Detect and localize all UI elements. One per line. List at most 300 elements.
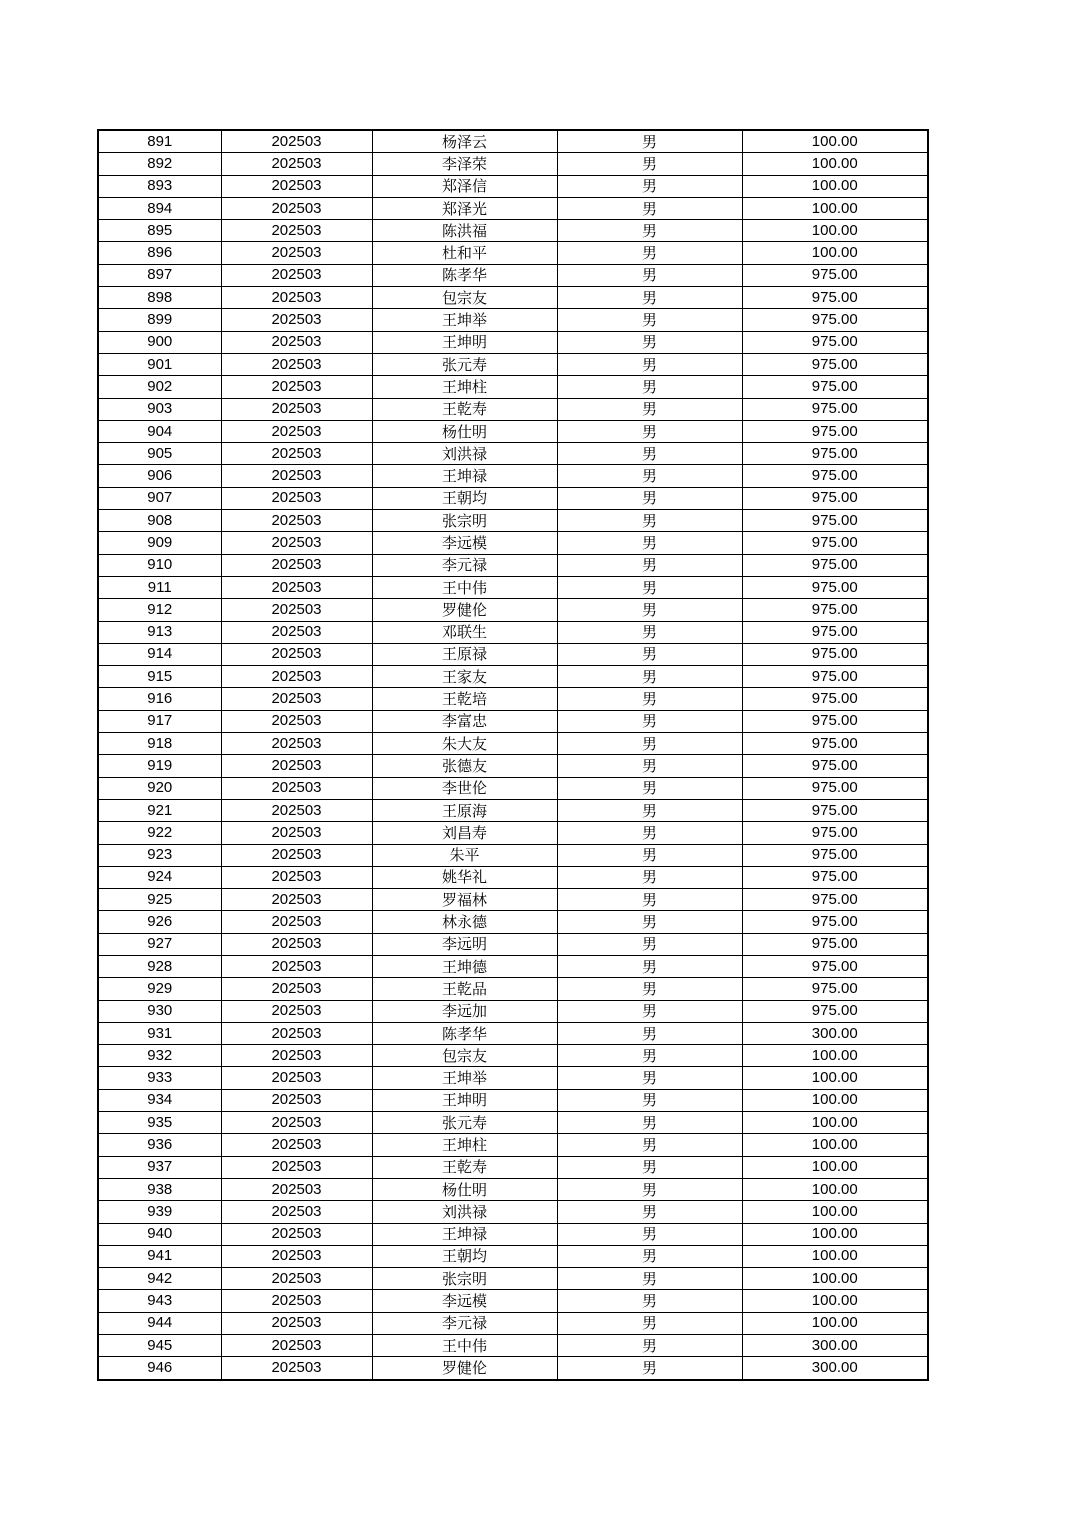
gender-cell: 男 — [557, 733, 742, 755]
row-number-cell: 946 — [98, 1357, 221, 1380]
gender-cell: 男 — [557, 844, 742, 866]
amount-cell: 975.00 — [742, 844, 928, 866]
row-number-cell: 933 — [98, 1067, 221, 1089]
name-cell: 朱平 — [372, 844, 557, 866]
name-cell: 陈孝华 — [372, 1022, 557, 1044]
row-number-cell: 917 — [98, 710, 221, 732]
table-row — [98, 844, 928, 866]
name-cell: 王朝均 — [372, 487, 557, 509]
period-cell: 202503 — [221, 933, 372, 955]
gender-cell: 男 — [557, 398, 742, 420]
row-number-cell: 937 — [98, 1156, 221, 1178]
row-number-cell: 924 — [98, 866, 221, 888]
gender-cell: 男 — [557, 599, 742, 621]
gender-cell: 男 — [557, 1067, 742, 1089]
name-cell: 杨泽云 — [372, 130, 557, 153]
name-cell: 包宗友 — [372, 287, 557, 309]
name-cell: 王家友 — [372, 666, 557, 688]
table-row — [98, 1201, 928, 1223]
amount-cell: 975.00 — [742, 353, 928, 375]
table-row — [98, 576, 928, 598]
gender-cell: 男 — [557, 443, 742, 465]
table-row — [98, 666, 928, 688]
table-row — [98, 175, 928, 197]
row-number-cell: 907 — [98, 487, 221, 509]
period-cell: 202503 — [221, 443, 372, 465]
row-number-cell: 900 — [98, 331, 221, 353]
gender-cell: 男 — [557, 933, 742, 955]
table-row — [98, 1112, 928, 1134]
gender-cell: 男 — [557, 309, 742, 331]
gender-cell: 男 — [557, 353, 742, 375]
row-number-cell: 926 — [98, 911, 221, 933]
row-number-cell: 942 — [98, 1268, 221, 1290]
row-number-cell: 893 — [98, 175, 221, 197]
name-cell: 林永德 — [372, 911, 557, 933]
name-cell: 罗健伦 — [372, 1357, 557, 1380]
gender-cell: 男 — [557, 420, 742, 442]
name-cell: 李泽荣 — [372, 153, 557, 175]
period-cell: 202503 — [221, 599, 372, 621]
row-number-cell: 925 — [98, 889, 221, 911]
table-row — [98, 1000, 928, 1022]
amount-cell: 100.00 — [742, 1067, 928, 1089]
amount-cell: 975.00 — [742, 666, 928, 688]
amount-cell: 975.00 — [742, 777, 928, 799]
gender-cell: 男 — [557, 978, 742, 1000]
amount-cell: 100.00 — [742, 1223, 928, 1245]
period-cell: 202503 — [221, 1022, 372, 1044]
row-number-cell: 899 — [98, 309, 221, 331]
period-cell: 202503 — [221, 799, 372, 821]
period-cell: 202503 — [221, 264, 372, 286]
name-cell: 李远模 — [372, 532, 557, 554]
amount-cell: 975.00 — [742, 576, 928, 598]
gender-cell: 男 — [557, 1112, 742, 1134]
amount-cell: 975.00 — [742, 822, 928, 844]
name-cell: 邓联生 — [372, 621, 557, 643]
table-row — [98, 510, 928, 532]
period-cell: 202503 — [221, 1089, 372, 1111]
name-cell: 刘洪禄 — [372, 443, 557, 465]
name-cell: 朱大友 — [372, 733, 557, 755]
gender-cell: 男 — [557, 220, 742, 242]
name-cell: 王中伟 — [372, 1335, 557, 1357]
row-number-cell: 927 — [98, 933, 221, 955]
row-number-cell: 915 — [98, 666, 221, 688]
table-row — [98, 1312, 928, 1334]
period-cell: 202503 — [221, 844, 372, 866]
gender-cell: 男 — [557, 621, 742, 643]
name-cell: 王坤禄 — [372, 465, 557, 487]
name-cell: 李世伦 — [372, 777, 557, 799]
name-cell: 张宗明 — [372, 1268, 557, 1290]
table-row — [98, 1290, 928, 1312]
amount-cell: 100.00 — [742, 1201, 928, 1223]
amount-cell: 975.00 — [742, 309, 928, 331]
row-number-cell: 918 — [98, 733, 221, 755]
gender-cell: 男 — [557, 130, 742, 153]
name-cell: 张宗明 — [372, 510, 557, 532]
name-cell: 王乾培 — [372, 688, 557, 710]
row-number-cell: 912 — [98, 599, 221, 621]
amount-cell: 975.00 — [742, 287, 928, 309]
amount-cell: 100.00 — [742, 1089, 928, 1111]
row-number-cell: 895 — [98, 220, 221, 242]
table-row — [98, 331, 928, 353]
row-number-cell: 913 — [98, 621, 221, 643]
gender-cell: 男 — [557, 1357, 742, 1380]
data-table — [97, 129, 929, 1381]
name-cell: 李远加 — [372, 1000, 557, 1022]
gender-cell: 男 — [557, 1089, 742, 1111]
row-number-cell: 941 — [98, 1245, 221, 1267]
name-cell: 郑泽信 — [372, 175, 557, 197]
table-row — [98, 1357, 928, 1380]
name-cell: 包宗友 — [372, 1045, 557, 1067]
name-cell: 李富忠 — [372, 710, 557, 732]
row-number-cell: 939 — [98, 1201, 221, 1223]
name-cell: 王乾品 — [372, 978, 557, 1000]
amount-cell: 975.00 — [742, 710, 928, 732]
period-cell: 202503 — [221, 1134, 372, 1156]
gender-cell: 男 — [557, 287, 742, 309]
table-row — [98, 420, 928, 442]
row-number-cell: 898 — [98, 287, 221, 309]
period-cell: 202503 — [221, 1156, 372, 1178]
amount-cell: 975.00 — [742, 621, 928, 643]
table-row — [98, 287, 928, 309]
table-row — [98, 688, 928, 710]
amount-cell: 100.00 — [742, 220, 928, 242]
period-cell: 202503 — [221, 242, 372, 264]
gender-cell: 男 — [557, 1045, 742, 1067]
gender-cell: 男 — [557, 822, 742, 844]
name-cell: 王朝均 — [372, 1245, 557, 1267]
name-cell: 王乾寿 — [372, 398, 557, 420]
gender-cell: 男 — [557, 710, 742, 732]
row-number-cell: 920 — [98, 777, 221, 799]
amount-cell: 975.00 — [742, 554, 928, 576]
period-cell: 202503 — [221, 666, 372, 688]
period-cell: 202503 — [221, 755, 372, 777]
gender-cell: 男 — [557, 1312, 742, 1334]
period-cell: 202503 — [221, 889, 372, 911]
period-cell: 202503 — [221, 309, 372, 331]
amount-cell: 975.00 — [742, 398, 928, 420]
amount-cell: 100.00 — [742, 1178, 928, 1200]
name-cell: 李元禄 — [372, 1312, 557, 1334]
gender-cell: 男 — [557, 1335, 742, 1357]
name-cell: 李元禄 — [372, 554, 557, 576]
gender-cell: 男 — [557, 889, 742, 911]
period-cell: 202503 — [221, 465, 372, 487]
gender-cell: 男 — [557, 911, 742, 933]
row-number-cell: 934 — [98, 1089, 221, 1111]
period-cell: 202503 — [221, 777, 372, 799]
row-number-cell: 901 — [98, 353, 221, 375]
table-row — [98, 376, 928, 398]
table-row — [98, 1268, 928, 1290]
table-row — [98, 1178, 928, 1200]
table-row — [98, 554, 928, 576]
amount-cell: 975.00 — [742, 1000, 928, 1022]
row-number-cell: 931 — [98, 1022, 221, 1044]
amount-cell: 300.00 — [742, 1335, 928, 1357]
gender-cell: 男 — [557, 510, 742, 532]
name-cell: 王坤柱 — [372, 1134, 557, 1156]
amount-cell: 975.00 — [742, 420, 928, 442]
name-cell: 王坤明 — [372, 1089, 557, 1111]
period-cell: 202503 — [221, 1000, 372, 1022]
amount-cell: 975.00 — [742, 733, 928, 755]
period-cell: 202503 — [221, 822, 372, 844]
table-row — [98, 733, 928, 755]
amount-cell: 100.00 — [742, 175, 928, 197]
row-number-cell: 921 — [98, 799, 221, 821]
period-cell: 202503 — [221, 1312, 372, 1334]
row-number-cell: 945 — [98, 1335, 221, 1357]
amount-cell: 975.00 — [742, 487, 928, 509]
period-cell: 202503 — [221, 866, 372, 888]
amount-cell: 100.00 — [742, 1134, 928, 1156]
row-number-cell: 909 — [98, 532, 221, 554]
amount-cell: 975.00 — [742, 643, 928, 665]
period-cell: 202503 — [221, 1178, 372, 1200]
table-row — [98, 889, 928, 911]
period-cell: 202503 — [221, 1268, 372, 1290]
gender-cell: 男 — [557, 487, 742, 509]
amount-cell: 975.00 — [742, 688, 928, 710]
name-cell: 陈洪福 — [372, 220, 557, 242]
period-cell: 202503 — [221, 621, 372, 643]
amount-cell: 975.00 — [742, 911, 928, 933]
table-row — [98, 755, 928, 777]
period-cell: 202503 — [221, 1112, 372, 1134]
row-number-cell: 922 — [98, 822, 221, 844]
row-number-cell: 904 — [98, 420, 221, 442]
table-row — [98, 153, 928, 175]
period-cell: 202503 — [221, 576, 372, 598]
amount-cell: 975.00 — [742, 866, 928, 888]
gender-cell: 男 — [557, 777, 742, 799]
table-row — [98, 621, 928, 643]
row-number-cell: 929 — [98, 978, 221, 1000]
amount-cell: 100.00 — [742, 1290, 928, 1312]
row-number-cell: 928 — [98, 955, 221, 977]
name-cell: 张元寿 — [372, 353, 557, 375]
row-number-cell: 943 — [98, 1290, 221, 1312]
period-cell: 202503 — [221, 643, 372, 665]
name-cell: 王原海 — [372, 799, 557, 821]
gender-cell: 男 — [557, 331, 742, 353]
amount-cell: 975.00 — [742, 978, 928, 1000]
period-cell: 202503 — [221, 1357, 372, 1380]
amount-cell: 975.00 — [742, 755, 928, 777]
row-number-cell: 892 — [98, 153, 221, 175]
period-cell: 202503 — [221, 978, 372, 1000]
amount-cell: 975.00 — [742, 955, 928, 977]
table-row — [98, 933, 928, 955]
gender-cell: 男 — [557, 175, 742, 197]
period-cell: 202503 — [221, 220, 372, 242]
period-cell: 202503 — [221, 287, 372, 309]
period-cell: 202503 — [221, 1067, 372, 1089]
row-number-cell: 908 — [98, 510, 221, 532]
row-number-cell: 903 — [98, 398, 221, 420]
amount-cell: 975.00 — [742, 510, 928, 532]
name-cell: 杨仕明 — [372, 1178, 557, 1200]
row-number-cell: 923 — [98, 844, 221, 866]
table-row — [98, 1134, 928, 1156]
gender-cell: 男 — [557, 532, 742, 554]
name-cell: 李远明 — [372, 933, 557, 955]
table-row — [98, 398, 928, 420]
row-number-cell: 932 — [98, 1045, 221, 1067]
amount-cell: 100.00 — [742, 1112, 928, 1134]
row-number-cell: 894 — [98, 197, 221, 219]
table-body — [98, 130, 928, 1380]
table-row — [98, 955, 928, 977]
table-row — [98, 264, 928, 286]
gender-cell: 男 — [557, 242, 742, 264]
amount-cell: 975.00 — [742, 264, 928, 286]
table-row — [98, 822, 928, 844]
gender-cell: 男 — [557, 576, 742, 598]
row-number-cell: 936 — [98, 1134, 221, 1156]
table-row — [98, 309, 928, 331]
gender-cell: 男 — [557, 1178, 742, 1200]
period-cell: 202503 — [221, 487, 372, 509]
row-number-cell: 891 — [98, 130, 221, 153]
table-row — [98, 710, 928, 732]
period-cell: 202503 — [221, 554, 372, 576]
table-row — [98, 242, 928, 264]
gender-cell: 男 — [557, 1022, 742, 1044]
table-row — [98, 1067, 928, 1089]
table-row — [98, 911, 928, 933]
name-cell: 王坤举 — [372, 1067, 557, 1089]
name-cell: 李远模 — [372, 1290, 557, 1312]
row-number-cell: 906 — [98, 465, 221, 487]
table-row — [98, 1245, 928, 1267]
gender-cell: 男 — [557, 1000, 742, 1022]
name-cell: 张德友 — [372, 755, 557, 777]
gender-cell: 男 — [557, 554, 742, 576]
amount-cell: 975.00 — [742, 889, 928, 911]
amount-cell: 100.00 — [742, 1268, 928, 1290]
amount-cell: 100.00 — [742, 153, 928, 175]
amount-cell: 100.00 — [742, 1156, 928, 1178]
period-cell: 202503 — [221, 353, 372, 375]
table-row — [98, 777, 928, 799]
gender-cell: 男 — [557, 1245, 742, 1267]
gender-cell: 男 — [557, 666, 742, 688]
name-cell: 罗福林 — [372, 889, 557, 911]
table-row — [98, 799, 928, 821]
name-cell: 王中伟 — [372, 576, 557, 598]
period-cell: 202503 — [221, 398, 372, 420]
gender-cell: 男 — [557, 1156, 742, 1178]
gender-cell: 男 — [557, 1201, 742, 1223]
table-row — [98, 1022, 928, 1044]
gender-cell: 男 — [557, 1268, 742, 1290]
period-cell: 202503 — [221, 1335, 372, 1357]
table-row — [98, 532, 928, 554]
amount-cell: 100.00 — [742, 1312, 928, 1334]
amount-cell: 100.00 — [742, 130, 928, 153]
gender-cell: 男 — [557, 643, 742, 665]
gender-cell: 男 — [557, 866, 742, 888]
period-cell: 202503 — [221, 1223, 372, 1245]
period-cell: 202503 — [221, 331, 372, 353]
name-cell: 张元寿 — [372, 1112, 557, 1134]
gender-cell: 男 — [557, 955, 742, 977]
period-cell: 202503 — [221, 710, 372, 732]
gender-cell: 男 — [557, 264, 742, 286]
name-cell: 姚华礼 — [372, 866, 557, 888]
gender-cell: 男 — [557, 153, 742, 175]
name-cell: 杜和平 — [372, 242, 557, 264]
table-row — [98, 866, 928, 888]
row-number-cell: 944 — [98, 1312, 221, 1334]
name-cell: 罗健伦 — [372, 599, 557, 621]
name-cell: 王坤禄 — [372, 1223, 557, 1245]
table-row — [98, 353, 928, 375]
table-row — [98, 599, 928, 621]
name-cell: 郑泽光 — [372, 197, 557, 219]
row-number-cell: 935 — [98, 1112, 221, 1134]
period-cell: 202503 — [221, 153, 372, 175]
table-row — [98, 130, 928, 153]
row-number-cell: 905 — [98, 443, 221, 465]
amount-cell: 100.00 — [742, 242, 928, 264]
period-cell: 202503 — [221, 688, 372, 710]
amount-cell: 300.00 — [742, 1357, 928, 1380]
period-cell: 202503 — [221, 733, 372, 755]
period-cell: 202503 — [221, 1201, 372, 1223]
gender-cell: 男 — [557, 1223, 742, 1245]
period-cell: 202503 — [221, 376, 372, 398]
table-row — [98, 1045, 928, 1067]
table-row — [98, 220, 928, 242]
table-row — [98, 465, 928, 487]
table-row — [98, 443, 928, 465]
amount-cell: 975.00 — [742, 443, 928, 465]
table-row — [98, 487, 928, 509]
amount-cell: 975.00 — [742, 532, 928, 554]
amount-cell: 300.00 — [742, 1022, 928, 1044]
row-number-cell: 902 — [98, 376, 221, 398]
row-number-cell: 911 — [98, 576, 221, 598]
amount-cell: 100.00 — [742, 1245, 928, 1267]
row-number-cell: 916 — [98, 688, 221, 710]
table-row — [98, 1335, 928, 1357]
name-cell: 王乾寿 — [372, 1156, 557, 1178]
table-row — [98, 978, 928, 1000]
name-cell: 杨仕明 — [372, 420, 557, 442]
gender-cell: 男 — [557, 799, 742, 821]
name-cell: 刘昌寿 — [372, 822, 557, 844]
gender-cell: 男 — [557, 465, 742, 487]
row-number-cell: 914 — [98, 643, 221, 665]
period-cell: 202503 — [221, 197, 372, 219]
row-number-cell: 930 — [98, 1000, 221, 1022]
gender-cell: 男 — [557, 197, 742, 219]
amount-cell: 975.00 — [742, 933, 928, 955]
amount-cell: 975.00 — [742, 799, 928, 821]
table-row — [98, 1156, 928, 1178]
